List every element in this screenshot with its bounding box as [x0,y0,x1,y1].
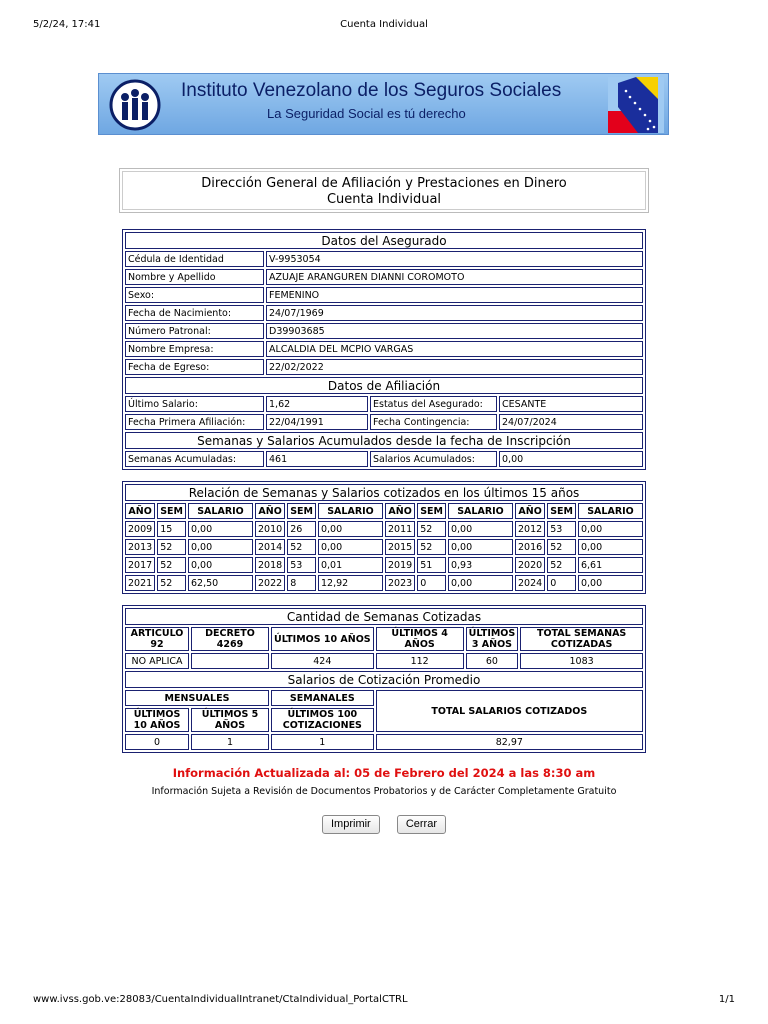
action-buttons [0,812,768,834]
relacion-cell-salario: 6,61 [578,557,643,573]
field-sexo: FEMENINO [266,287,643,303]
header-mensuales: MENSUALES [125,690,269,706]
print-button[interactable]: Imprimir [322,815,380,834]
field-salarios-acumulados: 0,00 [499,451,643,467]
header-semanal-100: ÚLTIMOS 100 COTIZACIONES [271,708,374,732]
section-datos-afiliacion: Datos de Afiliación [125,377,643,394]
header-decreto: DECRETO 4269 [191,627,269,651]
field-nacimiento: 24/07/1969 [266,305,643,321]
relacion-cell-ano: 2024 [515,575,545,591]
relacion-cell-ano: 2012 [515,521,545,537]
section-acumulados: Semanas y Salarios Acumulados desde la fecha de Inscripción [125,432,643,449]
relacion-cell-salario: 0,00 [448,539,513,555]
relacion-cell-sem: 53 [547,521,576,537]
value-total-salarios: 82,97 [376,734,643,750]
field-label: Salarios Acumulados: [370,451,497,467]
field-label: Semanas Acumuladas: [125,451,264,467]
field-label: Nombre Empresa: [125,341,264,357]
heading-direccion: Dirección General de Afiliación y Prestaciones en Dinero [201,176,567,191]
table-row [125,521,643,537]
relacion-cell-salario: 0,00 [318,521,383,537]
relacion-cell-ano: 2023 [385,575,415,591]
field-cedula: V-9953054 [266,251,643,267]
value-ultimos-3: 60 [466,653,519,669]
section-datos-asegurado: Datos del Asegurado [125,232,643,249]
print-datetime: 5/2/24, 17:41 [33,19,101,30]
relacion-cell-ano: 2009 [125,521,155,537]
relacion-table [122,481,646,594]
field-ultimo-salario: 1,62 [266,396,368,412]
print-page-number: 1/1 [718,994,735,1005]
value-semanal-100: 1 [271,734,374,750]
cotizadas-title: Cantidad de Semanas Cotizadas [125,608,643,625]
ivss-logo-icon [109,79,161,131]
relacion-header-salario: SALARIO [318,503,383,519]
relacion-header-sem: SEM [547,503,576,519]
table-row [125,575,643,591]
close-button[interactable]: Cerrar [397,815,446,834]
promedio-title: Salarios de Cotización Promedio [125,671,643,688]
field-label: Estatus del Asegurado: [370,396,497,412]
relacion-cell-salario: 0,00 [318,539,383,555]
field-contingencia: 24/07/2024 [499,414,643,430]
relacion-cell-ano: 2010 [255,521,285,537]
relacion-cell-salario: 0,93 [448,557,513,573]
header-mensual-5: ÚLTIMOS 5 AÑOS [191,708,269,732]
relacion-cell-ano: 2021 [125,575,155,591]
relacion-cell-salario: 0,00 [578,575,643,591]
updated-notice: Información Actualizada al: 05 de Febrero del 2024 a las 8:30 am [172,766,596,780]
field-label: Fecha de Nacimiento: [125,305,264,321]
field-empresa: ALCALDIA DEL MCPIO VARGAS [266,341,643,357]
banner-slogan: La Seguridad Social es tú derecho [267,106,466,121]
relacion-cell-sem: 52 [417,539,446,555]
relacion-header-sem: SEM [287,503,316,519]
print-url: www.ivss.gob.ve:28083/CuentaIndividualIntranet/CtaIndividual_PortalCTRL [33,994,408,1005]
field-label: Fecha Contingencia: [370,414,497,430]
header-ultimos-4: ÚLTIMOS 4 AÑOS [376,627,464,651]
value-ultimos-10: 424 [271,653,374,669]
page-heading [119,168,649,213]
relacion-cell-ano: 2017 [125,557,155,573]
header-total-semanas: TOTAL SEMANAS COTIZADAS [520,627,643,651]
relacion-cell-ano: 2022 [255,575,285,591]
relacion-header-salario: SALARIO [448,503,513,519]
value-mensual-10: 0 [125,734,189,750]
table-row [125,557,643,573]
relacion-cell-salario: 0,00 [578,521,643,537]
header-total-salarios: TOTAL SALARIOS COTIZADOS [376,690,643,732]
relacion-cell-sem: 26 [287,521,316,537]
field-label: Fecha Primera Afiliación: [125,414,264,430]
banner-title: Instituto Venezolano de los Seguros Sociales [181,80,562,101]
relacion-cell-salario: 0,00 [578,539,643,555]
relacion-cell-salario: 0,00 [188,539,253,555]
field-label: Fecha de Egreso: [125,359,264,375]
relacion-header-sem: SEM [417,503,446,519]
field-semanas-acumuladas: 461 [266,451,368,467]
relacion-cell-ano: 2011 [385,521,415,537]
relacion-header-ano: AÑO [385,503,415,519]
relacion-cell-sem: 52 [157,539,186,555]
value-decreto [191,653,269,669]
field-patronal: D39903685 [266,323,643,339]
relacion-cell-salario: 12,92 [318,575,383,591]
field-egreso: 22/02/2022 [266,359,643,375]
header-articulo: ARTICULO 92 [125,627,189,651]
table-row [125,539,643,555]
print-header [33,19,735,33]
relacion-cell-sem: 53 [287,557,316,573]
header-ultimos-3: ÚLTIMOS 3 AÑOS [466,627,519,651]
venezuela-flag-icon [608,77,664,133]
relacion-cell-ano: 2013 [125,539,155,555]
header-ultimos-10: ÚLTIMOS 10 AÑOS [271,627,374,651]
print-footer [33,994,735,1008]
relacion-header-sem: SEM [157,503,186,519]
value-articulo: NO APLICA [125,653,189,669]
field-label: Número Patronal: [125,323,264,339]
field-label: Sexo: [125,287,264,303]
relacion-cell-sem: 51 [417,557,446,573]
field-label: Cédula de Identidad [125,251,264,267]
print-title: Cuenta Individual [340,19,428,30]
relacion-cell-sem: 52 [547,539,576,555]
relacion-cell-ano: 2015 [385,539,415,555]
relacion-cell-salario: 0,00 [188,521,253,537]
relacion-cell-sem: 52 [157,575,186,591]
field-nombre: AZUAJE ARANGUREN DIANNI COROMOTO [266,269,643,285]
relacion-cell-sem: 0 [547,575,576,591]
relacion-cell-sem: 52 [287,539,316,555]
relacion-cell-salario: 0,00 [448,575,513,591]
relacion-header-salario: SALARIO [188,503,253,519]
header-mensual-10: ÚLTIMOS 10 AÑOS [125,708,189,732]
relacion-cell-ano: 2019 [385,557,415,573]
relacion-cell-sem: 0 [417,575,446,591]
field-estatus: CESANTE [499,396,643,412]
relacion-cell-sem: 52 [417,521,446,537]
heading-cuenta: Cuenta Individual [326,192,442,207]
relacion-cell-ano: 2020 [515,557,545,573]
cotizadas-table [122,605,646,753]
value-mensual-5: 1 [191,734,269,750]
field-label: Último Salario: [125,396,264,412]
relacion-title: Relación de Semanas y Salarios cotizados en los últimos 15 años [125,484,643,501]
relacion-cell-sem: 52 [157,557,186,573]
relacion-cell-salario: 0,00 [188,557,253,573]
relacion-header-ano: AÑO [125,503,155,519]
relacion-cell-sem: 8 [287,575,316,591]
relacion-cell-ano: 2016 [515,539,545,555]
relacion-header-salario: SALARIO [578,503,643,519]
ivss-banner [98,73,669,135]
relacion-cell-ano: 2018 [255,557,285,573]
relacion-header-ano: AÑO [255,503,285,519]
datos-asegurado-table [122,229,646,470]
relacion-cell-sem: 52 [547,557,576,573]
disclaimer-note: Información Sujeta a Revisión de Documentos Probatorios y de Carácter Completamente Gratuito [151,786,617,797]
relacion-cell-salario: 62,50 [188,575,253,591]
value-total-semanas: 1083 [520,653,643,669]
value-ultimos-4: 112 [376,653,464,669]
field-label: Nombre y Apellido [125,269,264,285]
relacion-header-ano: AÑO [515,503,545,519]
relacion-cell-salario: 0,01 [318,557,383,573]
header-semanales: SEMANALES [271,690,374,706]
relacion-cell-sem: 15 [157,521,186,537]
relacion-cell-salario: 0,00 [448,521,513,537]
field-primera-afiliacion: 22/04/1991 [266,414,368,430]
relacion-cell-ano: 2014 [255,539,285,555]
